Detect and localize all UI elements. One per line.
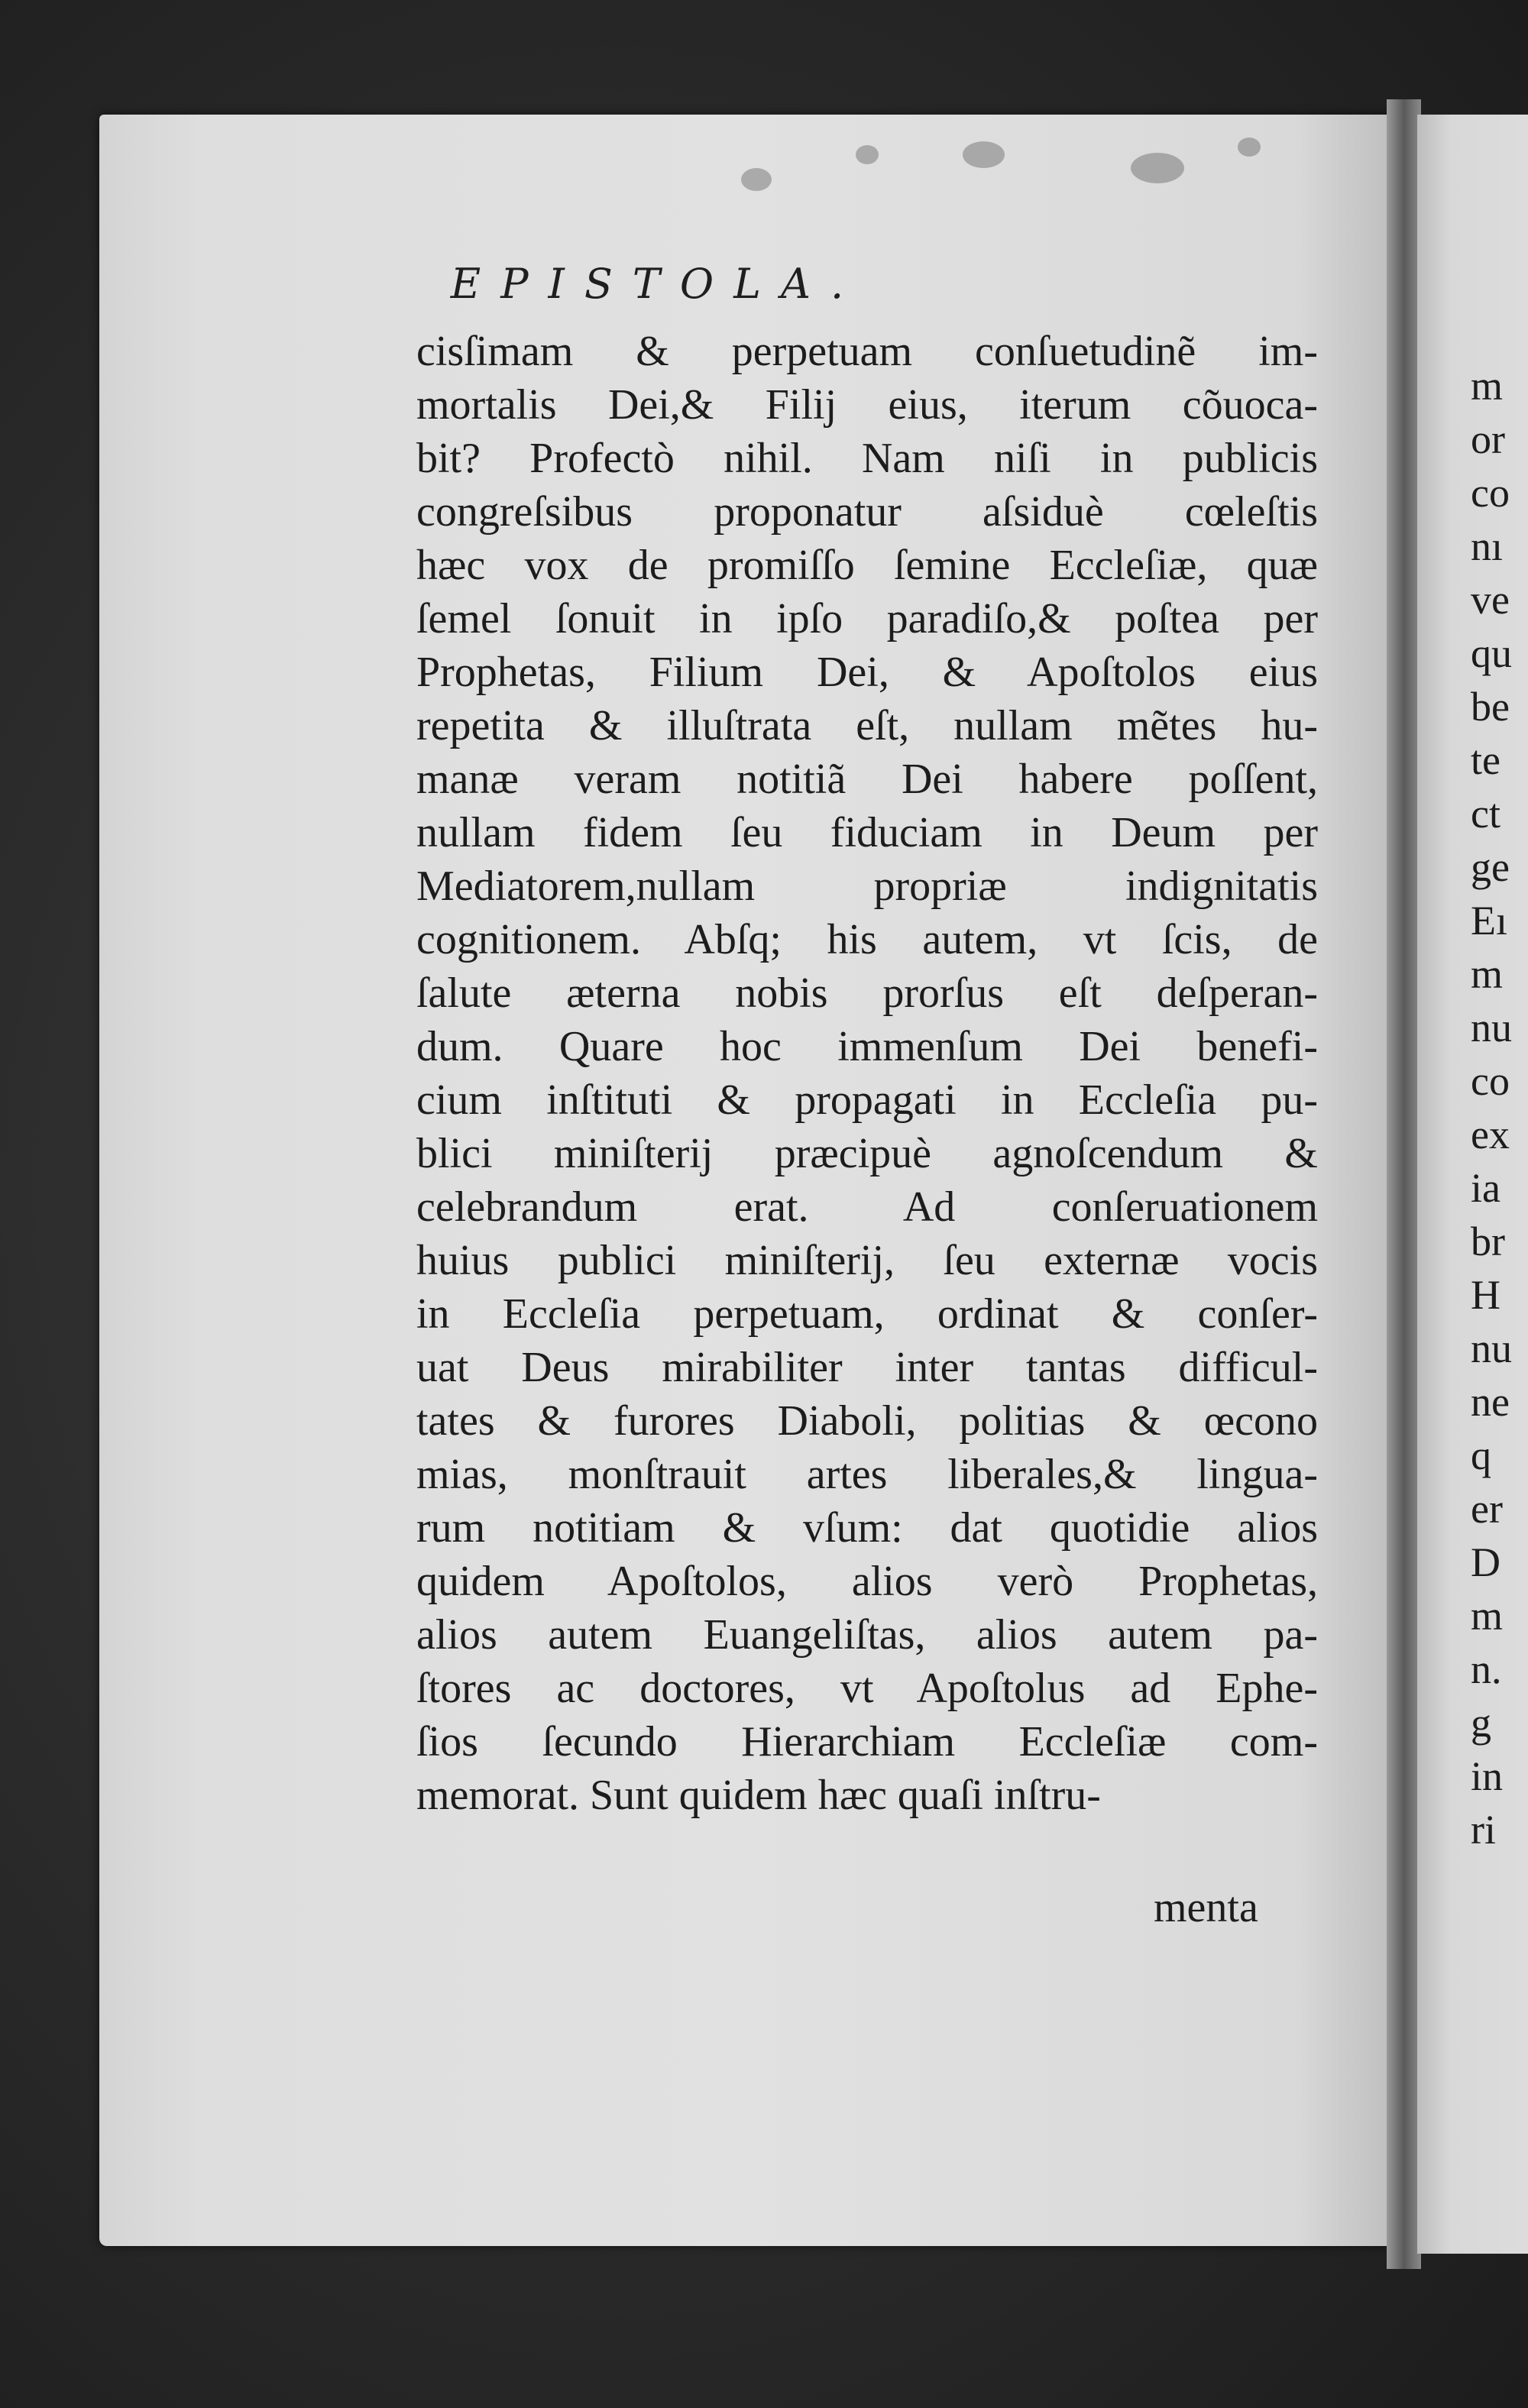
text-line: quidem Apoſtolos, alios verò Prophetas, bbox=[416, 1558, 1318, 1605]
right-fragment: co bbox=[1471, 470, 1510, 516]
right-fragment: m bbox=[1471, 363, 1504, 409]
right-fragment: ex bbox=[1471, 1112, 1510, 1157]
right-fragment: be bbox=[1471, 684, 1510, 730]
ink-stain bbox=[963, 141, 1005, 168]
right-fragment: br bbox=[1471, 1219, 1505, 1264]
right-fragment: nı bbox=[1471, 523, 1504, 569]
right-fragment: te bbox=[1471, 737, 1500, 783]
right-fragment: D bbox=[1471, 1539, 1500, 1585]
right-fragment: Eı bbox=[1471, 898, 1507, 943]
right-fragment: qu bbox=[1471, 630, 1512, 676]
body-text bbox=[416, 325, 1318, 1822]
text-line: ſios ſecundo Hierarchiam Eccleſiæ com- bbox=[416, 1718, 1318, 1766]
right-fragment: er bbox=[1471, 1486, 1503, 1532]
text-line: ſalute æterna nobis prorſus eſt deſperan- bbox=[416, 969, 1318, 1017]
page-gutter bbox=[1387, 99, 1421, 2269]
text-line: alios autem Euangeliſtas, alios autem pa- bbox=[416, 1611, 1318, 1659]
right-fragment: nu bbox=[1471, 1325, 1512, 1371]
text-line: cium inſtituti & propagati in Eccleſia pu- bbox=[416, 1076, 1318, 1124]
text-line: cognitionem. Abſq; his autem, vt ſcis, de bbox=[416, 916, 1318, 963]
text-line: huius publici miniſterij, ſeu externæ vocis bbox=[416, 1237, 1318, 1284]
right-fragment: m bbox=[1471, 1593, 1504, 1639]
text-line: tates & furores Diaboli, politias & œcono bbox=[416, 1397, 1318, 1445]
text-line: memorat. Sunt quidem hæc quaſi inſtru- bbox=[416, 1772, 1101, 1819]
ink-stain bbox=[741, 168, 772, 191]
text-line: repetita & illuſtrata eſt, nullam mẽtes hu- bbox=[416, 702, 1318, 749]
text-line: in Eccleſia perpetuam, ordinat & conſer- bbox=[416, 1290, 1318, 1338]
text-line: mias, monſtrauit artes liberales,& lingua- bbox=[416, 1451, 1318, 1498]
right-fragment: H bbox=[1471, 1272, 1500, 1318]
text-line: nullam fidem ſeu fiduciam in Deum per bbox=[416, 809, 1318, 856]
text-line: dum. Quare hoc immenſum Dei benefi- bbox=[416, 1023, 1318, 1070]
right-fragment: q bbox=[1471, 1432, 1491, 1478]
catchword: menta bbox=[1154, 1884, 1258, 1931]
right-fragment: g bbox=[1471, 1700, 1491, 1746]
right-fragment: ne bbox=[1471, 1379, 1510, 1425]
right-fragment: n. bbox=[1471, 1646, 1502, 1692]
right-fragment: ct bbox=[1471, 791, 1500, 837]
right-fragment: nu bbox=[1471, 1005, 1512, 1050]
text-line: cisſimam & perpetuam conſuetudinẽ im- bbox=[416, 328, 1318, 375]
text-line: hæc vox de promiſſo ſemine Eccleſiæ, quæ bbox=[416, 542, 1318, 589]
right-fragment: ia bbox=[1471, 1165, 1500, 1211]
text-line: congreſsibus proponatur aſsiduè cœleſtis bbox=[416, 488, 1318, 536]
text-line: blici miniſterij præcipuè agnoſcendum & bbox=[416, 1130, 1318, 1177]
right-fragment: m bbox=[1471, 951, 1504, 997]
text-line: celebrandum erat. Ad conſeruationem bbox=[416, 1183, 1318, 1231]
text-line: ſtores ac doctores, vt Apoſtolus ad Ephe- bbox=[416, 1665, 1318, 1712]
text-line: manæ veram notitiã Dei habere poſſent, bbox=[416, 756, 1318, 803]
right-fragment: co bbox=[1471, 1058, 1510, 1104]
text-line: ſemel ſonuit in ipſo paradiſo,& poſtea per bbox=[416, 595, 1318, 642]
right-fragment: ve bbox=[1471, 577, 1510, 623]
text-line: rum notitiam & vſum: dat quotidie alios bbox=[416, 1504, 1318, 1552]
ink-stain bbox=[856, 145, 879, 164]
text-line: Prophetas, Filium Dei, & Apoſtolos eius bbox=[416, 649, 1318, 696]
running-header: EPISTOLA. bbox=[450, 260, 864, 308]
right-fragment: or bbox=[1471, 416, 1505, 462]
ink-stain bbox=[1131, 153, 1184, 183]
right-page-text bbox=[1471, 359, 1512, 1856]
right-fragment: ge bbox=[1471, 844, 1510, 890]
right-fragment: ri bbox=[1471, 1807, 1496, 1853]
text-line: mortalis Dei,& Filij eius, iterum cõuoca- bbox=[416, 381, 1318, 429]
text-line: Mediatorem,nullam propriæ indignitatis bbox=[416, 863, 1318, 910]
text-line: bit? Profectò nihil. Nam niſi in publicis bbox=[416, 435, 1318, 482]
right-fragment: in bbox=[1471, 1753, 1504, 1799]
text-line: uat Deus mirabiliter inter tantas difficul- bbox=[416, 1344, 1318, 1391]
ink-stain bbox=[1238, 138, 1261, 157]
